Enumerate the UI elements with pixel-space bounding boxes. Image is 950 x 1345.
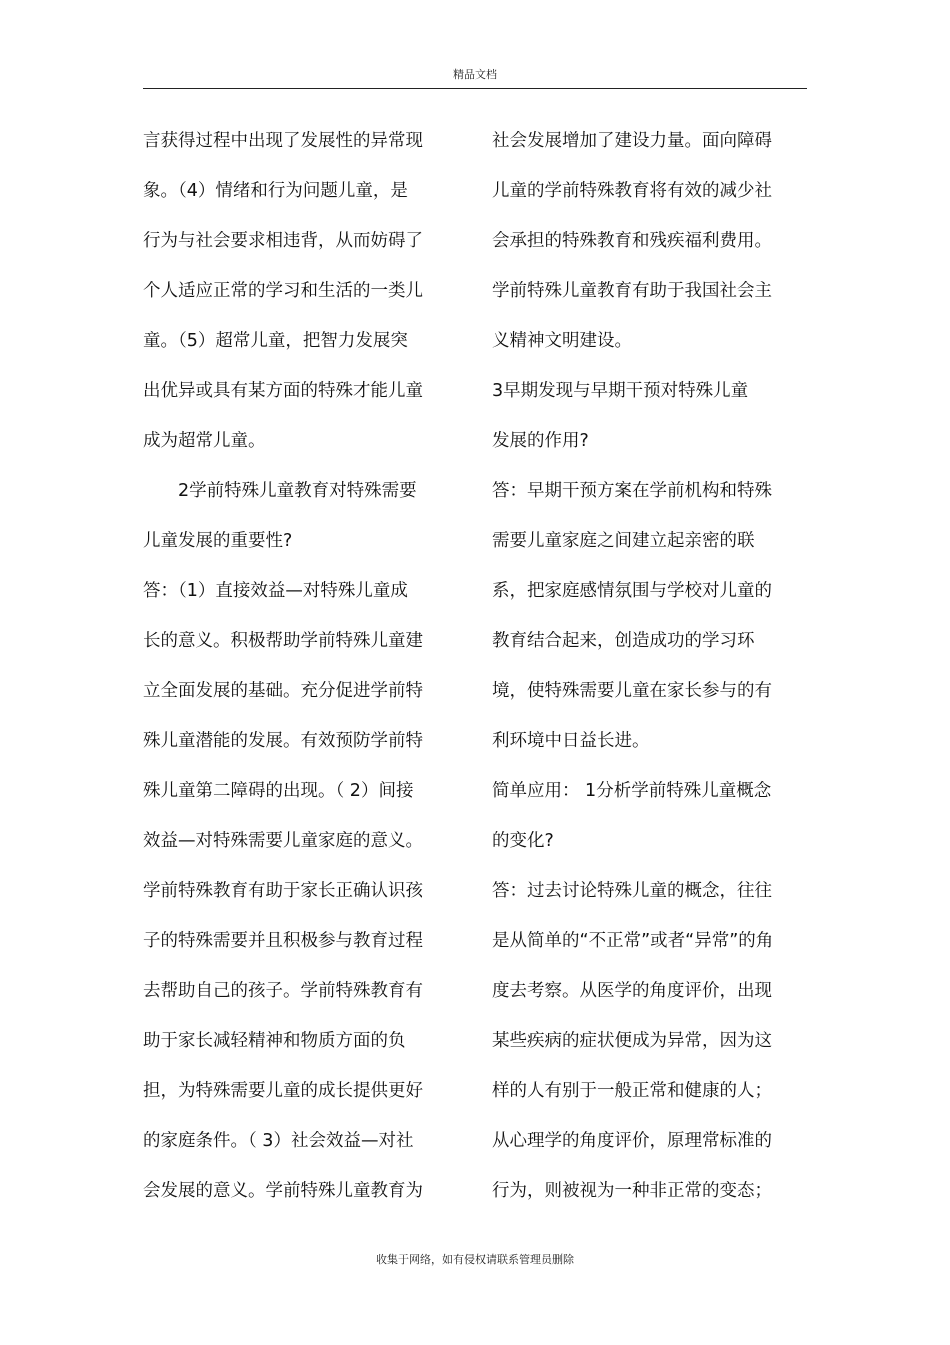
text-line: 的家庭条件。（ 3）社会效益—对社	[143, 1131, 414, 1151]
text-line: 去帮助自己的孩子。学前特殊教育有	[143, 981, 423, 1001]
section-heading: 3早期发现与早期干预对特殊儿童	[492, 381, 749, 401]
text-line: 子的特殊需要并且积极参与教育过程	[143, 931, 423, 951]
text-line: 样的人有别于一般正常和健康的人；	[492, 1081, 772, 1101]
text-line: 答：（1）直接效益—对特殊儿童成	[143, 581, 408, 601]
page-footer: 收集于网络，如有侵权请联系管理员删除	[376, 1253, 574, 1266]
text-line: 境，使特殊需要儿童在家长参与的有	[492, 681, 772, 701]
text-line: 言获得过程中出现了发展性的异常现	[143, 131, 423, 151]
text-line: 学前特殊教育有助于家长正确认识孩	[143, 881, 423, 901]
left-column	[143, 116, 463, 1216]
text-line: 从心理学的角度评价，原理常标准的	[492, 1131, 772, 1151]
text-line: 需要儿童家庭之间建立起亲密的联	[492, 531, 755, 551]
text-line: 出优异或具有某方面的特殊才能儿童	[143, 381, 423, 401]
section-heading: 简单应用： 1分析学前特殊儿童概念	[492, 781, 772, 801]
section-heading: 发展的作用?	[492, 431, 589, 451]
text-line: 助于家长减轻精神和物质方面的负	[143, 1031, 406, 1051]
text-line: 行为与社会要求相违背，从而妨碍了	[143, 231, 423, 251]
section-heading: 2学前特殊儿童教育对特殊需要	[143, 481, 417, 501]
text-line: 长的意义。积极帮助学前特殊儿童建	[143, 631, 423, 651]
text-line: 效益—对特殊需要儿童家庭的意义。	[143, 831, 423, 851]
text-line: 答：过去讨论特殊儿童的概念，往往	[492, 881, 772, 901]
text-line: 担，为特殊需要儿童的成长提供更好	[143, 1081, 423, 1101]
text-line: 殊儿童潜能的发展。有效预防学前特	[143, 731, 423, 751]
text-line: 会承担的特殊教育和残疾福利费用。	[492, 231, 772, 251]
text-line: 系，把家庭感情氛围与学校对儿童的	[492, 581, 772, 601]
text-line: 象。（4）情绪和行为问题儿童，是	[143, 181, 408, 201]
text-line: 教育结合起来，创造成功的学习环	[492, 631, 755, 651]
section-heading: 的变化?	[492, 831, 554, 851]
text-line: 利环境中日益长进。	[492, 731, 650, 751]
text-line: 成为超常儿童。	[143, 431, 266, 451]
text-line: 立全面发展的基础。充分促进学前特	[143, 681, 423, 701]
section-heading: 儿童发展的重要性?	[143, 531, 293, 551]
text-line: 是从简单的“不正常”或者“异常”的角	[492, 931, 774, 951]
text-line: 会发展的意义。学前特殊儿童教育为	[143, 1181, 423, 1201]
text-line: 答：早期干预方案在学前机构和特殊	[492, 481, 772, 501]
text-line: 行为，则被视为一种非正常的变态；	[492, 1181, 772, 1201]
text-line: 某些疾病的症状便成为异常，因为这	[492, 1031, 772, 1051]
text-line: 殊儿童第二障碍的出现。（ 2）间接	[143, 781, 414, 801]
page-header	[143, 60, 807, 89]
text-line: 义精神文明建设。	[492, 331, 632, 351]
text-line: 童。（5）超常儿童，把智力发展突	[143, 331, 408, 351]
text-line: 学前特殊儿童教育有助于我国社会主	[492, 281, 772, 301]
header-title: 精品文档	[453, 68, 497, 81]
text-line: 儿童的学前特殊教育将有效的减少社	[492, 181, 772, 201]
text-line: 度去考察。从医学的角度评价，出现	[492, 981, 772, 1001]
text-line: 社会发展增加了建设力量。面向障碍	[492, 131, 772, 151]
right-column	[492, 116, 822, 1216]
text-line: 个人适应正常的学习和生活的一类儿	[143, 281, 423, 301]
